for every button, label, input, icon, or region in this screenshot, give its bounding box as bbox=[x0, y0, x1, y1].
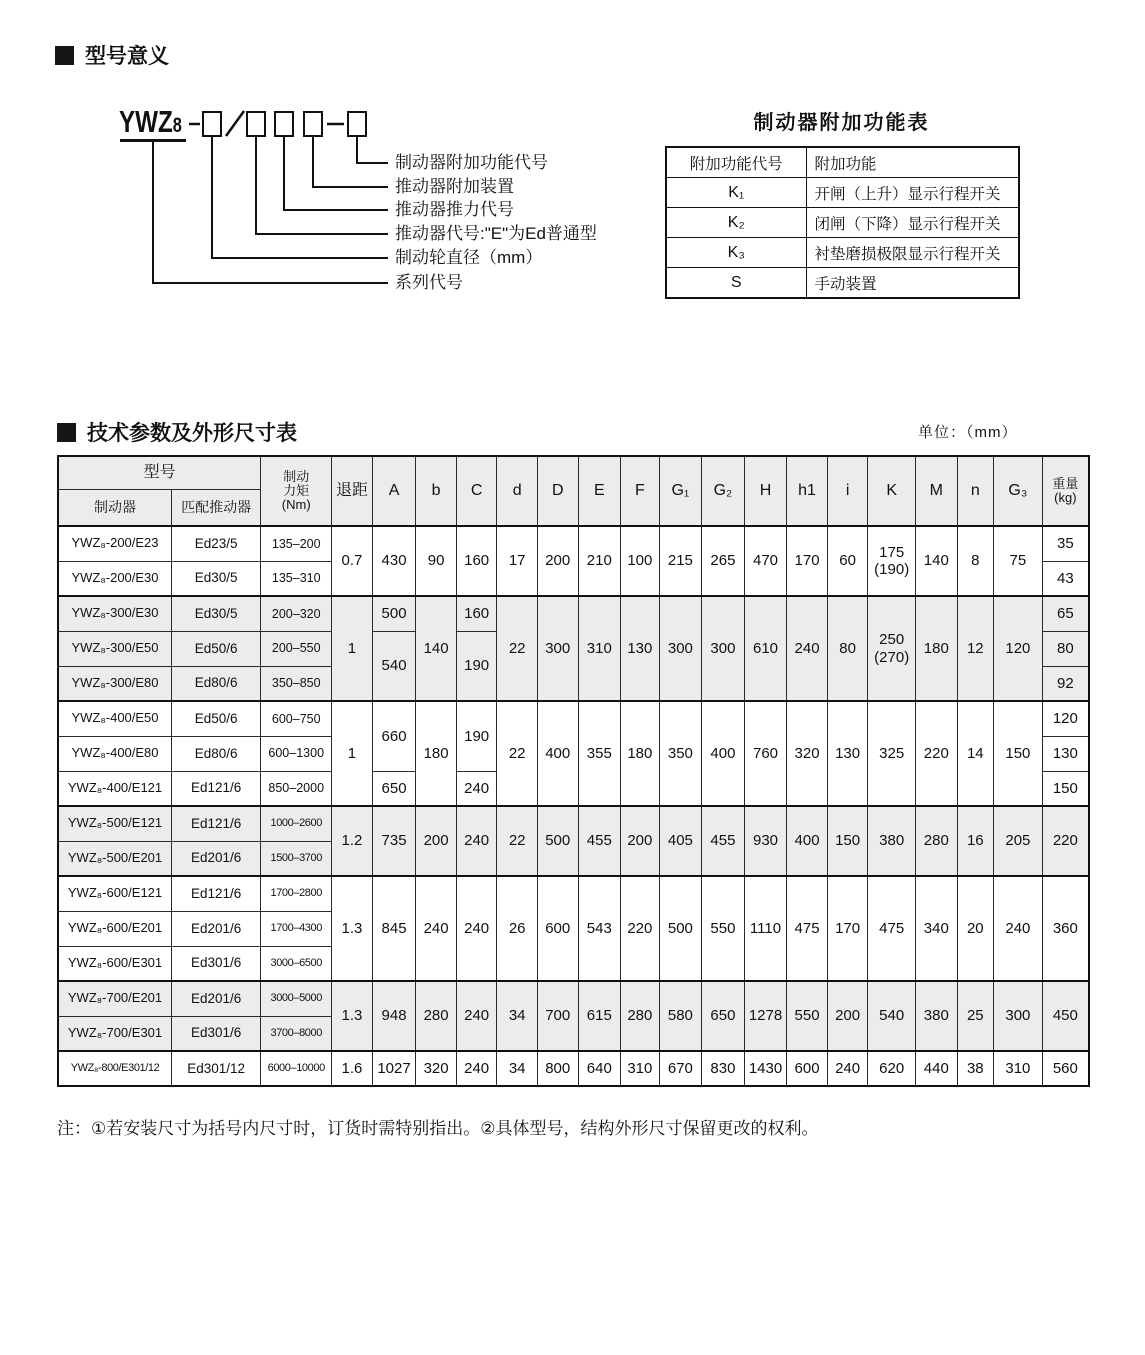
table-cell: 1000–2600 bbox=[261, 806, 332, 841]
table-cell: 400 bbox=[787, 806, 828, 876]
table-cell: 240 bbox=[456, 771, 497, 806]
table-cell: 560 bbox=[1042, 1051, 1089, 1086]
header-dim-d: d bbox=[497, 456, 538, 526]
table-cell: 200 bbox=[827, 981, 868, 1051]
table-cell: 500 bbox=[659, 876, 702, 981]
table-cell: 610 bbox=[744, 596, 787, 701]
table-cell: 80 bbox=[1042, 631, 1089, 666]
header-brake: 制动器 bbox=[58, 489, 172, 526]
table-cell: 500 bbox=[372, 596, 416, 631]
table-row bbox=[58, 596, 1089, 631]
table-cell: 850–2000 bbox=[261, 771, 332, 806]
table-cell: 240 bbox=[456, 1051, 497, 1086]
table-cell: 160 bbox=[456, 596, 497, 631]
table-cell: 150 bbox=[994, 701, 1043, 806]
table-cell: 240 bbox=[416, 876, 457, 981]
functions-header-code: 附加功能代号 bbox=[666, 147, 806, 178]
table-cell: 455 bbox=[578, 806, 621, 876]
table-cell: 320 bbox=[416, 1051, 457, 1086]
table-cell: 475 bbox=[787, 876, 828, 981]
table-cell: 240 bbox=[456, 876, 497, 981]
header-dim-H: H bbox=[744, 456, 787, 526]
table-cell: 34 bbox=[497, 1051, 538, 1086]
table-cell: 210 bbox=[578, 526, 621, 596]
table-cell: 455 bbox=[702, 806, 745, 876]
table-cell: 1430 bbox=[744, 1051, 787, 1086]
table-cell: Ed30/5 bbox=[172, 561, 261, 596]
table-cell: 180 bbox=[916, 596, 958, 701]
table-cell: Ed23/5 bbox=[172, 526, 261, 561]
table-cell: 355 bbox=[578, 701, 621, 806]
table-cell: 1700–2800 bbox=[261, 876, 332, 911]
table-cell: 90 bbox=[416, 526, 457, 596]
table-cell: 300 bbox=[702, 596, 745, 701]
table-cell: 43 bbox=[1042, 561, 1089, 596]
table-row bbox=[58, 1051, 1089, 1086]
table-cell: 948 bbox=[372, 981, 416, 1051]
table-cell: 22 bbox=[497, 806, 538, 876]
table-cell: 540 bbox=[868, 981, 916, 1051]
table-cell: 135–310 bbox=[261, 561, 332, 596]
table-cell: Ed301/6 bbox=[172, 946, 261, 981]
table-cell: 350 bbox=[659, 701, 702, 806]
table-cell: 205 bbox=[994, 806, 1043, 876]
functions-header-row bbox=[666, 147, 1019, 178]
table-cell: Ed301/6 bbox=[172, 1016, 261, 1051]
table-cell: 200 bbox=[621, 806, 660, 876]
functions-header-function: 附加功能 bbox=[806, 147, 1019, 178]
table-cell: 3700–8000 bbox=[261, 1016, 332, 1051]
series-underline bbox=[120, 139, 186, 142]
table-cell: 220 bbox=[916, 701, 958, 806]
table-cell: 8 bbox=[957, 526, 993, 596]
section2-title-text: 技术参数及外形尺寸表 bbox=[87, 422, 297, 445]
functions-cell: 开闸（上升）显示行程开关 bbox=[806, 178, 1019, 208]
table-cell: 280 bbox=[621, 981, 660, 1051]
functions-cell: 闭闸（下降）显示行程开关 bbox=[806, 208, 1019, 238]
code-box-thruster-force bbox=[274, 111, 294, 137]
table-cell: 640 bbox=[578, 1051, 621, 1086]
section-title-spec-table bbox=[57, 417, 297, 447]
table-cell: 475 bbox=[868, 876, 916, 981]
section-title-model-meaning bbox=[55, 40, 169, 70]
header-dim-i: i bbox=[827, 456, 868, 526]
table-cell: 35 bbox=[1042, 526, 1089, 561]
table-cell: 310 bbox=[621, 1051, 660, 1086]
table-cell: Ed121/6 bbox=[172, 771, 261, 806]
table-cell: 380 bbox=[916, 981, 958, 1051]
table-cell: 92 bbox=[1042, 666, 1089, 701]
spec-table-header bbox=[58, 456, 1089, 526]
table-cell: 80 bbox=[827, 596, 868, 701]
table-cell: 240 bbox=[456, 806, 497, 876]
table-cell: 240 bbox=[787, 596, 828, 701]
table-cell: 700 bbox=[537, 981, 578, 1051]
spec-table bbox=[57, 455, 1090, 1087]
table-cell: 3000–5000 bbox=[261, 981, 332, 1016]
table-cell: 1500–3700 bbox=[261, 841, 332, 876]
table-cell: 830 bbox=[702, 1051, 745, 1086]
table-cell: 845 bbox=[372, 876, 416, 981]
table-cell: 6000–10000 bbox=[261, 1051, 332, 1086]
table-cell: 930 bbox=[744, 806, 787, 876]
table-cell: 310 bbox=[578, 596, 621, 701]
table-cell: 360 bbox=[1042, 876, 1089, 981]
table-cell: Ed301/12 bbox=[172, 1051, 261, 1086]
table-cell: 200–550 bbox=[261, 631, 332, 666]
functions-table bbox=[665, 146, 1020, 299]
table-cell: YWZ₈-600/E121 bbox=[58, 876, 172, 911]
table-cell: 1.6 bbox=[332, 1051, 373, 1086]
table-cell: 175 (190) bbox=[868, 526, 916, 596]
functions-cell: K₂ bbox=[666, 208, 806, 238]
table-cell: 240 bbox=[827, 1051, 868, 1086]
header-dim-M: M bbox=[916, 456, 958, 526]
table-cell: 17 bbox=[497, 526, 538, 596]
code-box-thruster-attachment bbox=[303, 111, 323, 137]
table-cell: Ed30/5 bbox=[172, 596, 261, 631]
header-dim-E: E bbox=[578, 456, 621, 526]
table-cell: 310 bbox=[994, 1051, 1043, 1086]
table-cell: 300 bbox=[994, 981, 1043, 1051]
series-subscript: 8 bbox=[172, 114, 182, 137]
header-dim-G: G₁ bbox=[659, 456, 702, 526]
table-cell: 1.3 bbox=[332, 876, 373, 981]
functions-cell: 手动装置 bbox=[806, 268, 1019, 299]
table-cell: 300 bbox=[537, 596, 578, 701]
table-cell: 1027 bbox=[372, 1051, 416, 1086]
table-cell: Ed121/6 bbox=[172, 806, 261, 841]
diagram-label: 制动器附加功能代号 bbox=[395, 153, 548, 172]
header-dim-b: b bbox=[416, 456, 457, 526]
table-cell: YWZ₈-600/E201 bbox=[58, 911, 172, 946]
table-cell: 430 bbox=[372, 526, 416, 596]
table-cell: 280 bbox=[916, 806, 958, 876]
table-row bbox=[58, 981, 1089, 1016]
header-dim-C: C bbox=[456, 456, 497, 526]
table-cell: 1700–4300 bbox=[261, 911, 332, 946]
table-cell: 543 bbox=[578, 876, 621, 981]
diagram-label: 推动器附加装置 bbox=[395, 177, 514, 196]
table-cell: 150 bbox=[827, 806, 868, 876]
table-cell: 160 bbox=[456, 526, 497, 596]
table-cell: Ed80/6 bbox=[172, 736, 261, 771]
table-row bbox=[58, 876, 1089, 911]
table-cell: 670 bbox=[659, 1051, 702, 1086]
code-box-thruster-code bbox=[246, 111, 266, 137]
table-cell: Ed121/6 bbox=[172, 876, 261, 911]
table-cell: YWZ₈-700/E301 bbox=[58, 1016, 172, 1051]
table-cell: 550 bbox=[702, 876, 745, 981]
series-code-text: YWZ8 bbox=[119, 104, 182, 139]
functions-cell: S bbox=[666, 268, 806, 299]
header-torque: 制动 力矩 (Nm) bbox=[261, 456, 332, 526]
table-cell: Ed50/6 bbox=[172, 631, 261, 666]
table-cell: 380 bbox=[868, 806, 916, 876]
table-cell: 400 bbox=[537, 701, 578, 806]
table-cell: 170 bbox=[787, 526, 828, 596]
functions-cell: K₁ bbox=[666, 178, 806, 208]
table-cell: 12 bbox=[957, 596, 993, 701]
table-cell: 405 bbox=[659, 806, 702, 876]
table-cell: 1110 bbox=[744, 876, 787, 981]
header-dim-: 退距 bbox=[332, 456, 373, 526]
header-dim-G: G₃ bbox=[994, 456, 1043, 526]
table-cell: 660 bbox=[372, 701, 416, 771]
table-cell: 130 bbox=[621, 596, 660, 701]
table-cell: 735 bbox=[372, 806, 416, 876]
section1-title-text: 型号意义 bbox=[85, 45, 169, 68]
table-cell: 325 bbox=[868, 701, 916, 806]
table-cell: 620 bbox=[868, 1051, 916, 1086]
diagram-label: 推动器推力代号 bbox=[395, 200, 514, 219]
table-cell: 220 bbox=[1042, 806, 1089, 876]
functions-cell: K₃ bbox=[666, 238, 806, 268]
table-cell: YWZ₈-400/E50 bbox=[58, 701, 172, 736]
header-dim-G: G₂ bbox=[702, 456, 745, 526]
table-cell: YWZ₈-200/E30 bbox=[58, 561, 172, 596]
table-cell: 470 bbox=[744, 526, 787, 596]
footnote: 注：①若安装尺寸为括号内尺寸时，订货时需特别指出。②具体型号，结构外形尺寸保留更改的权利。 bbox=[57, 1119, 819, 1138]
table-cell: Ed201/6 bbox=[172, 981, 261, 1016]
diagram-label: 系列代号 bbox=[395, 273, 463, 292]
table-cell: 650 bbox=[702, 981, 745, 1051]
table-cell: 800 bbox=[537, 1051, 578, 1086]
table-cell: Ed201/6 bbox=[172, 841, 261, 876]
table-cell: 200 bbox=[416, 806, 457, 876]
table-cell: 65 bbox=[1042, 596, 1089, 631]
table-cell: 215 bbox=[659, 526, 702, 596]
table-cell: 440 bbox=[916, 1051, 958, 1086]
table-cell: 540 bbox=[372, 631, 416, 701]
table-cell: 550 bbox=[787, 981, 828, 1051]
code-box-wheel-diameter bbox=[202, 111, 222, 137]
spec-header-row bbox=[58, 456, 1089, 489]
functions-row bbox=[666, 178, 1019, 208]
table-cell: Ed201/6 bbox=[172, 911, 261, 946]
table-cell: 120 bbox=[994, 596, 1043, 701]
table-cell: 135–200 bbox=[261, 526, 332, 561]
table-cell: 150 bbox=[1042, 771, 1089, 806]
table-cell: 220 bbox=[621, 876, 660, 981]
table-cell: 170 bbox=[827, 876, 868, 981]
table-cell: 580 bbox=[659, 981, 702, 1051]
spec-table-body bbox=[58, 526, 1089, 1086]
functions-table-title: 制动器附加功能表 bbox=[753, 112, 930, 134]
header-model: 型号 bbox=[58, 456, 261, 489]
table-cell: 240 bbox=[456, 981, 497, 1051]
table-cell: 60 bbox=[827, 526, 868, 596]
header-dim-A: A bbox=[372, 456, 416, 526]
table-cell: 130 bbox=[827, 701, 868, 806]
table-cell: 400 bbox=[702, 701, 745, 806]
header-thruster: 匹配推动器 bbox=[172, 489, 261, 526]
table-cell: 20 bbox=[957, 876, 993, 981]
table-cell: Ed80/6 bbox=[172, 666, 261, 701]
table-cell: 130 bbox=[1042, 736, 1089, 771]
table-cell: YWZ₈-300/E30 bbox=[58, 596, 172, 631]
table-cell: Ed50/6 bbox=[172, 701, 261, 736]
header-dim-F: F bbox=[621, 456, 660, 526]
table-cell: YWZ₈-500/E201 bbox=[58, 841, 172, 876]
table-row bbox=[58, 526, 1089, 561]
unit-label: 单位：（mm） bbox=[918, 424, 1018, 441]
functions-cell: 衬垫磨损极限显示行程开关 bbox=[806, 238, 1019, 268]
table-cell: 22 bbox=[497, 596, 538, 701]
functions-row bbox=[666, 268, 1019, 299]
table-cell: 200 bbox=[537, 526, 578, 596]
table-cell: 75 bbox=[994, 526, 1043, 596]
table-cell: 500 bbox=[537, 806, 578, 876]
table-cell: YWZ₈-400/E80 bbox=[58, 736, 172, 771]
table-cell: 320 bbox=[787, 701, 828, 806]
table-cell: YWZ₈-300/E50 bbox=[58, 631, 172, 666]
table-cell: 600 bbox=[537, 876, 578, 981]
table-cell: 25 bbox=[957, 981, 993, 1051]
table-cell: 600 bbox=[787, 1051, 828, 1086]
header-dim-D: D bbox=[537, 456, 578, 526]
table-cell: YWZ₈-200/E23 bbox=[58, 526, 172, 561]
table-cell: 200–320 bbox=[261, 596, 332, 631]
table-cell: YWZ₈-400/E121 bbox=[58, 771, 172, 806]
table-row bbox=[58, 701, 1089, 736]
table-cell: 280 bbox=[416, 981, 457, 1051]
table-cell: 600–1300 bbox=[261, 736, 332, 771]
header-dim-K: K bbox=[868, 456, 916, 526]
table-cell: 140 bbox=[416, 596, 457, 701]
table-cell: 650 bbox=[372, 771, 416, 806]
table-cell: YWZ₈-300/E80 bbox=[58, 666, 172, 701]
table-cell: 14 bbox=[957, 701, 993, 806]
header-dim-n: n bbox=[957, 456, 993, 526]
table-cell: 22 bbox=[497, 701, 538, 806]
table-cell: 760 bbox=[744, 701, 787, 806]
table-cell: 265 bbox=[702, 526, 745, 596]
table-cell: 1.2 bbox=[332, 806, 373, 876]
table-cell: 190 bbox=[456, 701, 497, 771]
table-cell: YWZ₈-500/E121 bbox=[58, 806, 172, 841]
table-cell: 0.7 bbox=[332, 526, 373, 596]
table-cell: 16 bbox=[957, 806, 993, 876]
functions-row bbox=[666, 208, 1019, 238]
table-cell: 34 bbox=[497, 981, 538, 1051]
table-cell: 180 bbox=[416, 701, 457, 806]
black-square-bullet-icon bbox=[55, 46, 74, 65]
table-cell: 1 bbox=[332, 596, 373, 701]
diagram-label: 推动器代号:"E"为Ed普通型 bbox=[395, 224, 597, 243]
table-cell: 300 bbox=[659, 596, 702, 701]
black-square-bullet-icon bbox=[57, 423, 76, 442]
table-cell: 240 bbox=[994, 876, 1043, 981]
table-cell: 38 bbox=[957, 1051, 993, 1086]
table-cell: YWZ₈-800/E301/12 bbox=[58, 1051, 172, 1086]
table-cell: 250 (270) bbox=[868, 596, 916, 701]
table-cell: 1 bbox=[332, 701, 373, 806]
table-cell: 180 bbox=[621, 701, 660, 806]
table-cell: 190 bbox=[456, 631, 497, 701]
table-cell: 350–850 bbox=[261, 666, 332, 701]
header-weight: 重量 (kg) bbox=[1042, 456, 1089, 526]
table-cell: 26 bbox=[497, 876, 538, 981]
diagram-label: 制动轮直径（mm） bbox=[395, 248, 543, 267]
table-row bbox=[58, 806, 1089, 841]
table-cell: 450 bbox=[1042, 981, 1089, 1051]
table-cell: 615 bbox=[578, 981, 621, 1051]
functions-row bbox=[666, 238, 1019, 268]
table-cell: 340 bbox=[916, 876, 958, 981]
table-cell: 120 bbox=[1042, 701, 1089, 736]
table-cell: 1278 bbox=[744, 981, 787, 1051]
table-cell: YWZ₈-600/E301 bbox=[58, 946, 172, 981]
table-cell: YWZ₈-700/E201 bbox=[58, 981, 172, 1016]
table-cell: 600–750 bbox=[261, 701, 332, 736]
header-dim-h1: h1 bbox=[787, 456, 828, 526]
table-cell: 1.3 bbox=[332, 981, 373, 1051]
table-cell: 100 bbox=[621, 526, 660, 596]
table-cell: 3000–6500 bbox=[261, 946, 332, 981]
table-cell: 140 bbox=[916, 526, 958, 596]
code-box-brake-function bbox=[347, 111, 367, 137]
